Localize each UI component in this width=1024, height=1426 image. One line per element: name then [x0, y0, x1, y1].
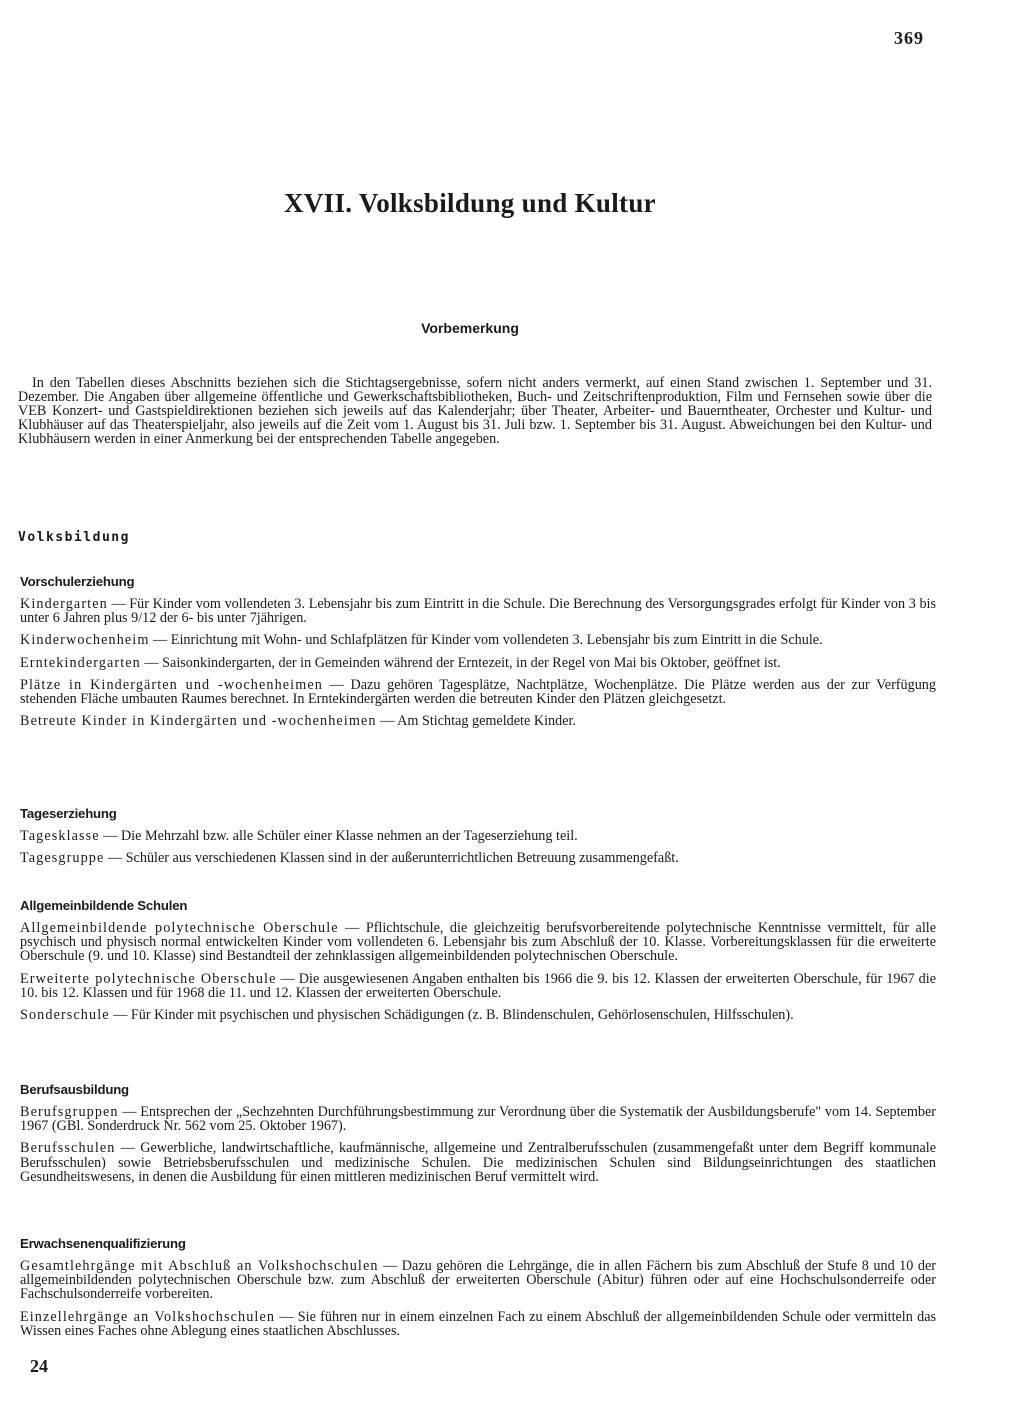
definition-term: Kinderwochenheim: [20, 632, 150, 649]
definition-text: Entsprechen der „Sechzehnten Durchführungsbestimmung zur Verordnung über die Systematik der Ausbildungsberufe" vom 14. September 1967 (GBl. Sonderdruck Nr. 562 vom 25. Oktober 1967).: [20, 1104, 936, 1135]
dash-separator: —: [144, 654, 159, 671]
definition-entry: [20, 829, 936, 843]
definition-term: Tagesklasse: [20, 828, 100, 844]
definition-entry: [20, 1141, 936, 1184]
definition-entry: [20, 678, 936, 706]
dash-separator: —: [107, 850, 123, 867]
definition-term: Plätze in Kindergärten und -wochenheimen: [20, 676, 323, 693]
definition-entry: [20, 656, 936, 670]
definition-text: Pflichtschule, die gleichzeitig berufsvorbereitende polytechnische Kenntnisse vermittelt, für alle psychisch und physisch normal entwickelten Kinder vom vollendeten 6. Lebensjahr bis zum Abschluß der 10. Klasse. Vorbereitungsklassen für die erweiterte Oberschule (9. und 10. Klasse) sind Bestandteil der zehnklassigen allgemeinbildenden polytechnischen Oberschule.: [20, 920, 936, 965]
intro-paragraph: In den Tabellen dieses Abschnitts beziehen sich die Stichtagsergebnisse, sofern nicht anders vermerkt, auf einen Stand zwischen 1. September und 31. Dezember. Die Angaben über allgemeine öffentliche und Gewerkschaftsbibliotheken, Buch- und Zeitschriftenproduktion, Film und Fernsehen sowie über die VEB Konzert- und Gastspieldirektionen beziehen sich jeweils auf das Kalenderjahr; über Theater, Arbeiter- und Bauerntheater, Orchester und Kultur- und Klubhäuser auf das Theaterspieljahr, also jeweils auf die Zeit vom 1. August bis 31. Juli bzw. 1. September bis 31. August. Abweichungen bei den Kultur- und Klubhäusern werden in einer Anmerkung bei der entsprechenden Tabelle angegeben.: [18, 375, 932, 447]
definition-entry: [20, 1105, 936, 1133]
dash-separator: —: [120, 1140, 135, 1157]
definition-text: Dazu gehören Tagesplätze, Nachtplätze, Wochenplätze. Die Plätze werden aus der zur Verfügung stehenden Fläche umbauten Raumes berechnet. In Erntekindergärten werden die betreuten Kinder den Plätzen gleichgesetzt.: [20, 676, 936, 708]
definition-entry: [20, 633, 936, 647]
section-berufsausbildung: [20, 1082, 936, 1192]
section-tageserziehung: [20, 806, 936, 873]
definition-text: Dazu gehören die Lehrgänge, die in allen Fächern bis zum Abschluß der Stufe 8 und 10 der allgemeinbildenden polytechnischen Oberschule bzw. zum Abschluß der erweiterten Oberschule (Abitur) führen oder auf eine Hochschulsonderreife oder Fachschulsonderreife vorbereiten.: [20, 1258, 937, 1303]
definition-term: Erntekindergarten: [20, 654, 141, 671]
definition-text: Die Mehrzahl bzw. alle Schüler einer Klasse nehmen an der Tageserziehung teil.: [120, 828, 578, 844]
definition-entry: [20, 921, 936, 964]
dash-separator: —: [329, 676, 344, 693]
definition-term: Berufsschulen: [20, 1140, 116, 1157]
dash-separator: —: [380, 713, 395, 730]
definition-text: Schüler aus verschiedenen Klassen sind in der außerunterrichtlichen Betreuung zusammengefaßt.: [125, 850, 679, 867]
definition-text: Saisonkindergarten, der in Gemeinden während der Erntezeit, in der Regel von Mai bis Oktober, geöffnet ist.: [162, 654, 781, 671]
definition-term: Tagesgruppe: [20, 850, 105, 867]
definition-text: Für Kinder mit psychischen und physischen Schädigungen (z. B. Blindenschulen, Gehörlosenschulen, Hilfsschulen).: [130, 1007, 794, 1024]
dash-separator: —: [383, 1258, 398, 1274]
signature-mark: 24: [30, 1356, 48, 1376]
section-heading: Vorschulerziehung: [20, 574, 135, 589]
section-vorschulerziehung: [20, 574, 936, 736]
dash-separator: —: [122, 1104, 137, 1120]
dash-separator: —: [113, 1007, 128, 1024]
definition-text: Die ausgewiesenen Angaben enthalten bis 1966 die 9. bis 12. Klassen der erweiterten Oberschule, für 1967 die 10. bis 12. Klassen und für 1968 die 11. und 12. Klassen der erweiterten Oberschule.: [20, 970, 937, 1001]
definition-entry: [20, 1008, 936, 1022]
intro-heading: Vorbemerkung: [421, 320, 519, 336]
definition-entry: [20, 714, 936, 728]
definition-term: Gesamtlehrgänge mit Abschluß an Volkshochschulen: [20, 1258, 379, 1274]
definition-term: Erweiterte polytechnische Oberschule: [20, 970, 277, 987]
definition-text: Gewerbliche, landwirtschaftliche, kaufmännische, allgemeine und Zentralberufsschulen (zusammengefaßt unter dem Begriff kommunale Berufsschulen) sowie Betriebsberufsschulen und medizinische Schulen. Die medizinischen Schulen sind Bildungseinrichtungen des staatlichen Gesundheitswesens, in denen die Ausbildung für einen mittleren medizinischen Beruf vermittelt wird.: [20, 1140, 937, 1185]
definition-term: Kindergarten: [20, 596, 108, 612]
dash-separator: —: [111, 596, 126, 612]
section-heading: Tageserziehung: [20, 806, 117, 821]
definition-entry: [20, 851, 936, 865]
definition-text: Am Stichtag gemeldete Kinder.: [397, 713, 576, 730]
section-heading: Berufsausbildung: [20, 1082, 129, 1097]
section-heading: Allgemeinbildende Schulen: [20, 898, 188, 913]
definition-term: Berufsgruppen: [20, 1104, 119, 1120]
dash-separator: —: [153, 632, 168, 649]
section-erwachsenenqualifizierung: [20, 1236, 936, 1346]
page-number: 369: [894, 28, 924, 48]
dash-separator: —: [280, 970, 295, 987]
definition-entry: [20, 1259, 936, 1302]
definition-term: Betreute Kinder in Kindergärten und -wochenheimen: [20, 713, 377, 730]
definition-term: Allgemeinbildende polytechnische Oberschule: [20, 920, 339, 936]
definition-entry: [20, 972, 936, 1000]
dash-separator: —: [103, 828, 118, 844]
chapter-title: XVII. Volksbildung und Kultur: [284, 188, 656, 218]
section-allgemeinbildende-schulen: [20, 898, 936, 1030]
dash-separator: —: [279, 1308, 294, 1325]
definition-entry: [20, 597, 936, 625]
section-heading: Erwachsenenqualifizierung: [20, 1236, 186, 1251]
volksbildung-heading: Volksbildung: [18, 530, 130, 545]
definition-text: Einrichtung mit Wohn- und Schlafplätzen für Kinder vom vollendeten 3. Lebensjahr bis zum Eintritt in die Schule.: [170, 632, 823, 649]
definition-text: Für Kinder vom vollendeten 3. Lebensjahr bis zum Eintritt in die Schule. Die Berechnung des Versorgungsgrades erfolgt für Kinder von 3 bis unter 6 Jahren plus 9/12 der 6- bis unter 7jährigen.: [20, 596, 936, 627]
definition-term: Einzellehrgänge an Volkshochschulen: [20, 1308, 276, 1325]
definition-entry: [20, 1310, 936, 1338]
dash-separator: —: [345, 920, 360, 936]
definition-text: Sie führen nur in einem einzelnen Fach zu einem Abschluß der allgemeinbildenden Schule oder vermitteln das Wissen eines Faches ohne Ablegung eines staatlichen Abschlusses.: [20, 1308, 937, 1339]
definition-term: Sonderschule: [20, 1007, 110, 1024]
